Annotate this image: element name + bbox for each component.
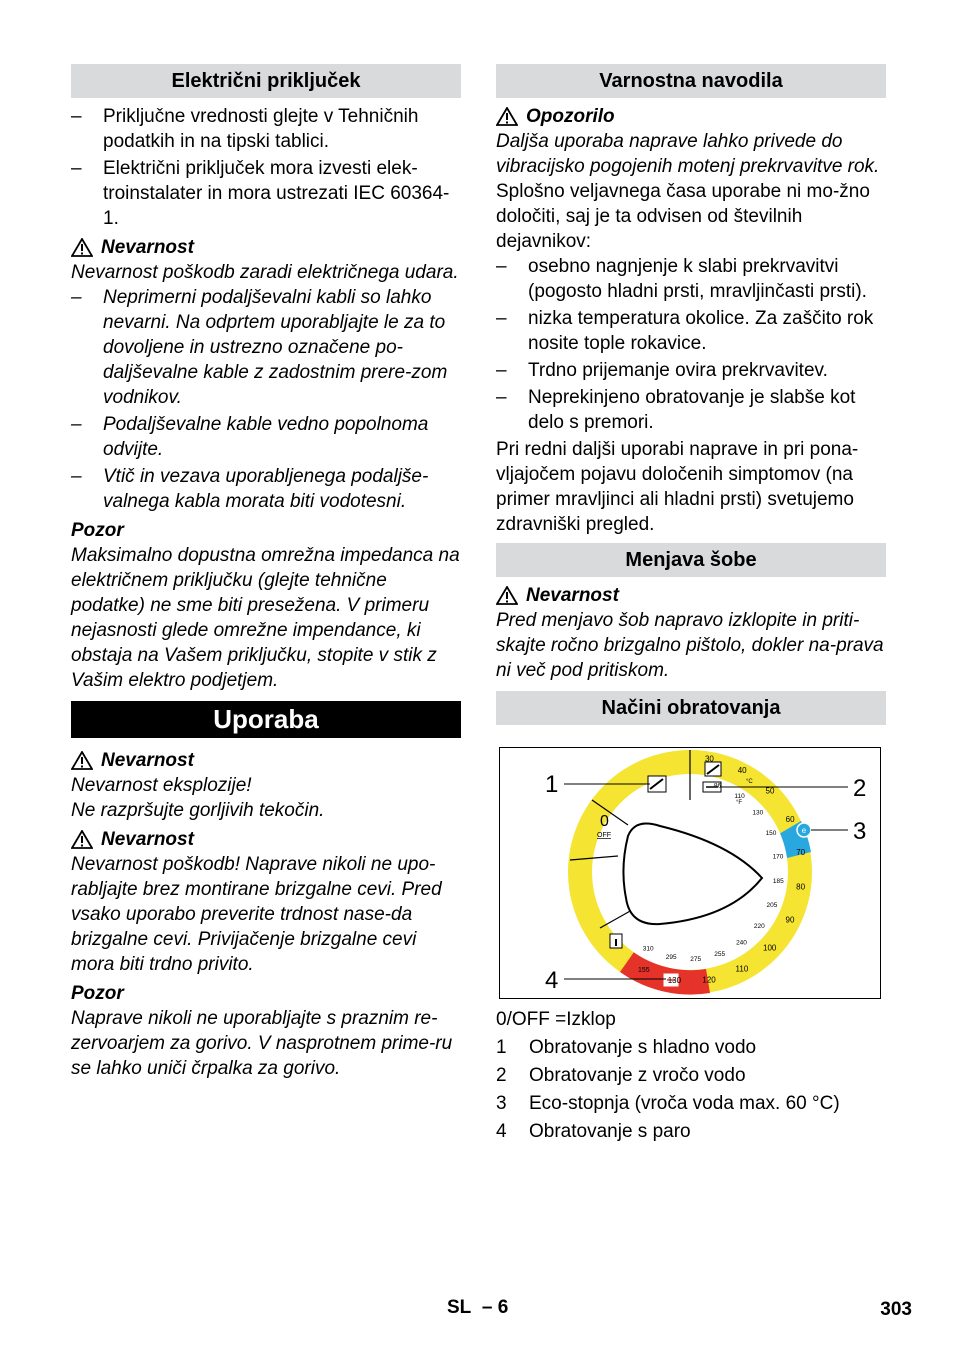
danger-label: Nevarnost bbox=[71, 748, 461, 773]
general-text: Splošno veljavnega časa uporabe ni mo-žno določiti, saj je ta odvisen od številnih dejavnikov: bbox=[496, 181, 870, 252]
scale-label: 275 bbox=[690, 955, 702, 963]
legend-row: 0/OFF = Izklop bbox=[496, 1009, 616, 1030]
footer-language: SL – 6 bbox=[447, 1297, 509, 1318]
danger-label: Nevarnost bbox=[496, 583, 886, 608]
scale-label: 120 bbox=[702, 975, 716, 985]
mode-dial-figure bbox=[499, 747, 881, 999]
unit-celsius: °C bbox=[746, 779, 753, 785]
scale-label: 70 bbox=[796, 847, 806, 857]
danger-text: Pred menjavo šob napravo izklopite in priti-skajte ročno brizgalno pištolo, dokler na-prava ni več pod pritiskom. bbox=[496, 610, 884, 681]
safety-heading: Varnostna navodila bbox=[496, 64, 886, 98]
zero-label: 0 bbox=[600, 813, 609, 830]
scale-label: 150 bbox=[765, 830, 777, 838]
scale-label: 110 bbox=[734, 793, 745, 801]
mode-dial-drawing bbox=[500, 748, 880, 998]
scale-label: 220 bbox=[753, 922, 765, 930]
danger-text: Nevarnost poškodb zaradi električnega udara. bbox=[71, 262, 459, 283]
callout-1: 1 bbox=[545, 771, 559, 798]
scale-label: 240 bbox=[736, 939, 747, 947]
operation-heading: Uporaba bbox=[71, 701, 461, 738]
eco-icon bbox=[797, 823, 811, 837]
scale-label: 295 bbox=[665, 954, 677, 961]
scale-label: 80 bbox=[796, 882, 806, 892]
scale-label: 255 bbox=[714, 950, 726, 958]
scale-label: 60 bbox=[785, 814, 795, 824]
svg-text:e: e bbox=[801, 826, 807, 835]
scale-label: 310 bbox=[642, 945, 654, 953]
scale-label: 90 bbox=[785, 915, 795, 925]
scale-label: 205 bbox=[766, 901, 778, 909]
danger-text: Nevarnost poškodb! Naprave nikoli ne upo-rabljajte brez montirane brizgalne cevi. Pred vsako uporabo preverite trdnost nase-da brizgalne cevi. Privijačenje brizgalne cevi mora biti trdno privito. bbox=[71, 854, 442, 975]
warning-triangle-icon bbox=[71, 238, 93, 257]
list-item: – nizka temperatura okolice. Za zaščito rok nosite tople rokavice. bbox=[496, 308, 874, 354]
danger-label: Nevarnost bbox=[71, 827, 461, 852]
danger-text: Ne razpršujte gorljivih tekočin. bbox=[71, 800, 325, 821]
scale-label: 110 bbox=[735, 964, 749, 974]
list-item: – osebno nagnjenje k slabi prekrvavitvi (pogosto hladni prsti, mravljinčasti prsti). bbox=[496, 256, 867, 302]
nozzle-change-heading: Menjava šobe bbox=[496, 543, 886, 577]
scale-label: 40 bbox=[737, 765, 747, 775]
callout-3: 3 bbox=[853, 818, 867, 845]
warning-triangle-icon bbox=[71, 751, 93, 770]
warning-triangle-icon bbox=[496, 107, 518, 126]
off-label: OFF bbox=[597, 832, 611, 839]
caution-label: Pozor bbox=[71, 520, 124, 541]
caution-label: Pozor bbox=[71, 983, 124, 1004]
legend-row: 1 Obratovanje s hladno vodo bbox=[496, 1037, 757, 1058]
warning-triangle-icon bbox=[71, 830, 93, 849]
list-item: – Trdno prijemanje ovira prekrvavitev. bbox=[496, 360, 828, 381]
list-item: – Električni priključek mora izvesti elek-troinstalater in mora ustrezati IEC 60364-1. bbox=[71, 158, 450, 229]
right-column bbox=[496, 64, 886, 1147]
list-item: – Podaljševalne kable vedno popolnoma odvijte. bbox=[71, 414, 429, 460]
electrical-list bbox=[71, 104, 461, 231]
warning-label: Opozorilo bbox=[496, 104, 886, 129]
warning-text: Daljša uporaba naprave lahko privede do vibracijsko pogojenih motenj prekrvavitve rok. bbox=[496, 131, 880, 177]
left-column bbox=[71, 64, 461, 1081]
factors-list bbox=[496, 254, 886, 435]
list-item: – Neprimerni podaljševalni kabli so lahko nevarni. Na odprtem uporabljajte le za to dovoljene in ustrezno označene po-daljševalne kable z zadostnim prere-zom vodnikov. bbox=[71, 287, 448, 408]
scale-label: 130 bbox=[752, 809, 764, 817]
list-item: – Neprekinjeno obratovanje je slabše kot delo s premori. bbox=[496, 387, 856, 433]
list-item: – Vtič in vezava uporabljenega podaljše-valnega kabla morata biti vodotesni. bbox=[71, 466, 429, 512]
danger-text: Nevarnost eksplozije! bbox=[71, 775, 252, 796]
callout-4: 4 bbox=[545, 967, 559, 994]
cold-water-icon bbox=[648, 776, 666, 792]
warning-triangle-icon bbox=[496, 586, 518, 605]
scale-label: 185 bbox=[772, 878, 784, 886]
scale-label: 170 bbox=[772, 853, 784, 861]
steam-temp-label: 155 bbox=[638, 967, 650, 974]
page-number: 303 bbox=[880, 1299, 912, 1320]
legend-row: 3 Eco-stopnja (vroča voda max. 60 °C) bbox=[496, 1093, 840, 1114]
caution-text: Maksimalno dopustna omrežna impedanca na električnem priključku (glejte tehnične podatke) ne sme biti presežena. V primeru nejasnosti glede omrežne impendance, ki obstaja na Vašem priključku, stopite v stik z Vašim elektro podjetjem. bbox=[71, 545, 460, 691]
danger-label: Nevarnost bbox=[71, 235, 461, 260]
callout-2: 2 bbox=[853, 775, 867, 802]
caution-text: Naprave nikoli ne uporabljajte s praznim re-zervoarjem za gorivo. V nasprotnem prime-ru se lahko uniči črpalka za gorivo. bbox=[71, 1008, 453, 1079]
danger-list bbox=[71, 285, 461, 514]
advice-text: Pri redni daljši uporabi naprave in pri pona-vljajočem pojavu določenih simptomov (na primer mravljinci ali hladni prsti) svetujemo zdravniški pregled. bbox=[496, 439, 859, 535]
legend-row: 2 Obratovanje z vročo vodo bbox=[496, 1065, 746, 1086]
mode-legend bbox=[496, 1007, 886, 1144]
operating-modes-heading: Načini obratovanja bbox=[496, 691, 886, 725]
scale-label: 100 bbox=[763, 943, 777, 953]
electrical-connection-heading: Električni priključek bbox=[71, 64, 461, 98]
scale-label: 130 bbox=[667, 975, 682, 985]
scale-label: 86 bbox=[713, 782, 722, 790]
scale-label: 50 bbox=[765, 786, 775, 796]
list-item: – Priključne vrednosti glejte v Tehničnih podatkih in na tipski tablici. bbox=[71, 106, 419, 152]
steam-info-icon bbox=[610, 934, 622, 948]
legend-row: 4 Obratovanje s paro bbox=[496, 1121, 691, 1142]
scale-label: 30 bbox=[704, 754, 714, 764]
unit-fahrenheit: °F bbox=[736, 800, 743, 806]
